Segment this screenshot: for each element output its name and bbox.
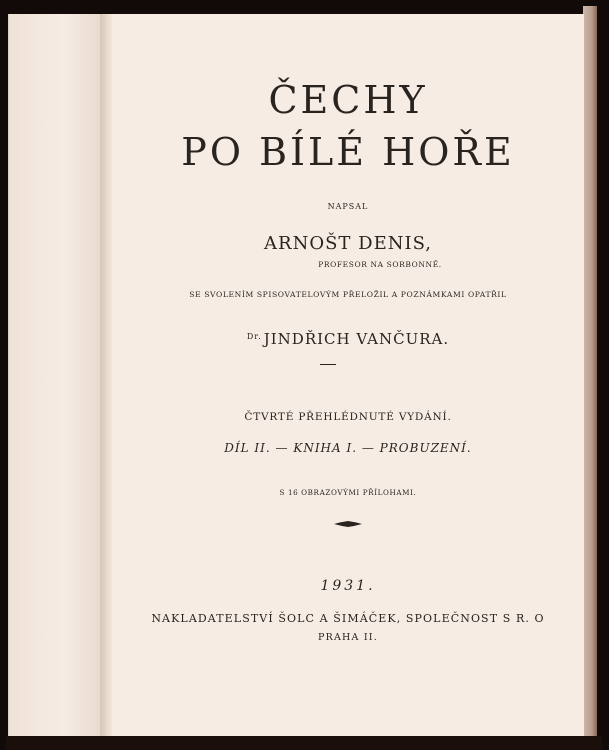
translator-name: JINDŘICH VANČURA.	[263, 330, 450, 348]
ornament-icon	[112, 520, 584, 530]
page-edge	[583, 6, 597, 742]
bottom-edge	[6, 736, 602, 750]
volume-note: DÍL II. — KNIHA I. — PROBUZENÍ.	[224, 441, 472, 455]
separator-dash	[320, 364, 336, 365]
author-name: ARNOŠT DENIS,	[264, 233, 432, 254]
publisher: NAKLADATELSTVÍ ŠOLC A ŠIMÁČEK, SPOLEČNOST S R. O	[151, 612, 545, 625]
plates-note: S 16 OBRAZOVÝMI PŘÍLOHAMI.	[279, 488, 417, 497]
author-role: PROFESOR NA SORBONNĚ.	[318, 260, 442, 269]
edition-note: ČTVRTÉ PŘEHLÉDNUTÉ VYDÁNÍ.	[244, 411, 452, 423]
title-line-2: PO BÍLÉ HOŘE	[181, 130, 515, 174]
title-line-1: ČECHY	[268, 78, 428, 122]
left-page	[8, 14, 108, 736]
title-page	[112, 14, 584, 738]
translator-prefix: Dr.	[246, 332, 262, 341]
publication-year: 1931.	[320, 578, 376, 594]
translator	[112, 330, 584, 348]
publication-city: PRAHA II.	[318, 632, 378, 643]
translation-note: SE SVOLENÍM SPISOVATELOVÝM PŘELOŽIL A POZNÁMKAMI OPATŘIL	[189, 290, 507, 299]
napsal-label: NAPSAL	[327, 202, 369, 211]
